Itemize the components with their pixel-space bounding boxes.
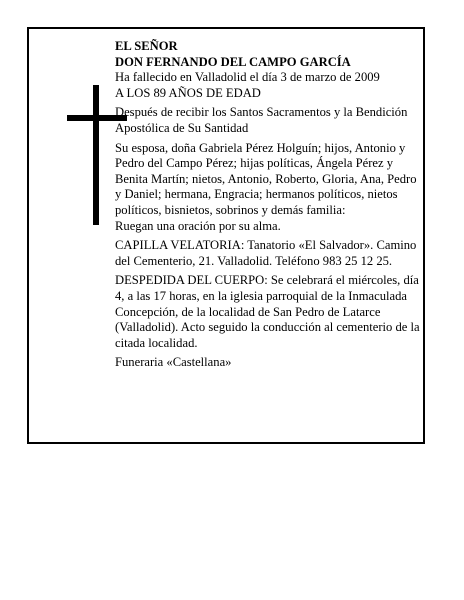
farewell-paragraph — [115, 273, 420, 351]
farewell-text: Se celebrará el miércoles, día 4, a las 17 horas, en la iglesia parroquial de la Inmaculada Concepción, de la localidad de San Pedro de Latarce (Valladolid). Acto seguido la conducción al cementerio de la citada localidad. — [115, 273, 420, 350]
chapel-paragraph: CAPILLA VELATORIA: Tanatorio «El Salvador». Camino del Cementerio, 21. Valladolid. Teléfono 983 25 12 25. — [115, 238, 417, 268]
age-line: A LOS 89 AÑOS DE EDAD — [115, 85, 261, 100]
notice-title: EL SEÑOR — [115, 39, 178, 53]
prayer-line: Ruegan una oración por su alma. — [115, 218, 281, 233]
sacraments-line: Después de recibir los Santos Sacramentos y la Bendición Apostólica de Su Santidad — [115, 105, 408, 135]
family-paragraph: Su esposa, doña Gabriela Pérez Holguín; hijos, Antonio y Pedro del Campo Pérez; hijas políticas, Ángela Pérez y Benita Martín; nietos, Antonio, Roberto, Gloria, Ana, Pedro y Daniel; hermana, Engracia; hermanos políticos, nietos políticos, bisnietos, sobrinos y demás familia: — [115, 140, 417, 217]
funeral-home: Funeraria «Castellana» — [115, 355, 232, 370]
cross-vertical-bar — [93, 85, 99, 225]
death-line: Ha fallecido en Valladolid el día 3 de marzo de 2009 — [115, 70, 380, 85]
farewell-label: DESPEDIDA DEL CUERPO: — [115, 273, 268, 288]
obituary-text — [115, 39, 420, 371]
deceased-name: DON FERNANDO DEL CAMPO GARCÍA — [115, 54, 351, 69]
